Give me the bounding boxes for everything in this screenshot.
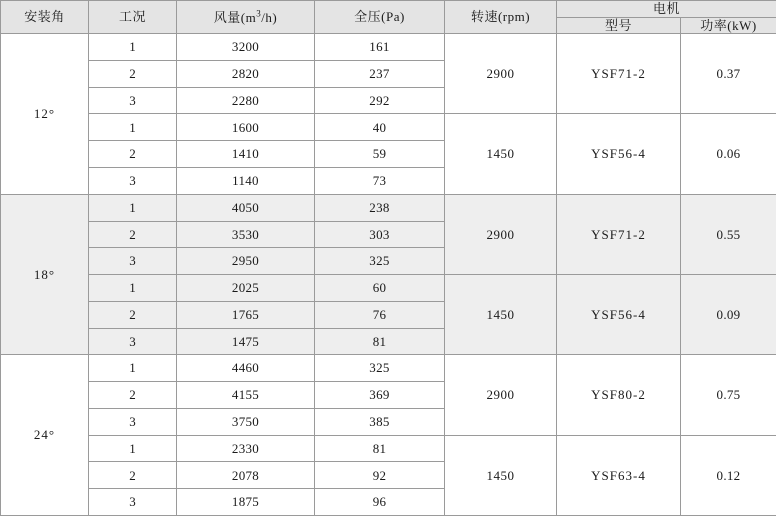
- cell-speed: 2900: [445, 34, 557, 114]
- header-install-angle: 安装角: [1, 1, 89, 34]
- header-rotating-speed: 转速(rpm): [445, 1, 557, 34]
- cell-motor-power: 0.12: [681, 435, 776, 515]
- header-airflow-base: 风量(m: [213, 9, 257, 25]
- cell-condition: 3: [89, 248, 177, 275]
- cell-speed: 2900: [445, 355, 557, 435]
- cell-pressure: 96: [315, 489, 445, 516]
- cell-condition: 2: [89, 221, 177, 248]
- cell-pressure: 73: [315, 168, 445, 195]
- cell-airflow: 2950: [177, 248, 315, 275]
- cell-pressure: 40: [315, 114, 445, 141]
- cell-pressure: 292: [315, 87, 445, 114]
- cell-motor-model: YSF63-4: [557, 435, 681, 515]
- cell-airflow: 3750: [177, 408, 315, 435]
- cell-pressure: 325: [315, 355, 445, 382]
- cell-airflow: 2280: [177, 87, 315, 114]
- cell-condition: 3: [89, 168, 177, 195]
- cell-airflow: 1140: [177, 168, 315, 195]
- cell-airflow: 1765: [177, 301, 315, 328]
- cell-airflow: 2330: [177, 435, 315, 462]
- cell-motor-power: 0.09: [681, 275, 776, 355]
- header-airflow: [177, 1, 315, 34]
- cell-airflow: 1410: [177, 141, 315, 168]
- header-airflow-tail: /h): [261, 9, 278, 25]
- cell-airflow: 4155: [177, 382, 315, 409]
- cell-condition: 1: [89, 114, 177, 141]
- header-condition: 工况: [89, 1, 177, 34]
- cell-airflow: 2078: [177, 462, 315, 489]
- cell-pressure: 161: [315, 34, 445, 61]
- table-row: [1, 114, 776, 141]
- header-row-main: [1, 1, 776, 18]
- cell-install-angle: 18°: [1, 194, 89, 355]
- header-motor: 电机: [557, 1, 776, 18]
- cell-pressure: 76: [315, 301, 445, 328]
- cell-condition: 3: [89, 87, 177, 114]
- cell-pressure: 385: [315, 408, 445, 435]
- table-row: [1, 275, 776, 302]
- cell-airflow: 2820: [177, 60, 315, 87]
- cell-pressure: 81: [315, 328, 445, 355]
- cell-motor-model: YSF71-2: [557, 194, 681, 274]
- table-row: [1, 34, 776, 61]
- cell-condition: 1: [89, 34, 177, 61]
- cell-pressure: 325: [315, 248, 445, 275]
- cell-speed: 1450: [445, 275, 557, 355]
- cell-airflow: 3530: [177, 221, 315, 248]
- cell-motor-model: YSF80-2: [557, 355, 681, 435]
- cell-pressure: 369: [315, 382, 445, 409]
- cell-condition: 3: [89, 328, 177, 355]
- cell-speed: 2900: [445, 194, 557, 274]
- cell-pressure: 92: [315, 462, 445, 489]
- cell-speed: 1450: [445, 114, 557, 194]
- cell-pressure: 81: [315, 435, 445, 462]
- cell-condition: 2: [89, 462, 177, 489]
- cell-condition: 3: [89, 408, 177, 435]
- table-body: [1, 34, 776, 516]
- header-motor-power: 功率(kW): [681, 17, 776, 34]
- cell-motor-model: YSF56-4: [557, 114, 681, 194]
- table-header: [1, 1, 776, 34]
- cell-motor-model: YSF71-2: [557, 34, 681, 114]
- cell-pressure: 59: [315, 141, 445, 168]
- header-total-pressure: 全压(Pa): [315, 1, 445, 34]
- cell-condition: 2: [89, 141, 177, 168]
- cell-condition: 2: [89, 382, 177, 409]
- header-motor-model: 型号: [557, 17, 681, 34]
- cell-pressure: 237: [315, 60, 445, 87]
- cell-airflow: 1475: [177, 328, 315, 355]
- cell-motor-power: 0.37: [681, 34, 776, 114]
- header-airflow-exponent: 3: [256, 8, 262, 19]
- cell-condition: 3: [89, 489, 177, 516]
- cell-condition: 2: [89, 301, 177, 328]
- cell-motor-power: 0.55: [681, 194, 776, 274]
- cell-install-angle: 12°: [1, 34, 89, 195]
- cell-motor-power: 0.75: [681, 355, 776, 435]
- cell-airflow: 3200: [177, 34, 315, 61]
- cell-speed: 1450: [445, 435, 557, 515]
- cell-airflow: 4460: [177, 355, 315, 382]
- cell-motor-model: YSF56-4: [557, 275, 681, 355]
- table-row: [1, 355, 776, 382]
- cell-pressure: 303: [315, 221, 445, 248]
- cell-airflow: 4050: [177, 194, 315, 221]
- cell-airflow: 1600: [177, 114, 315, 141]
- cell-condition: 1: [89, 275, 177, 302]
- cell-pressure: 60: [315, 275, 445, 302]
- cell-install-angle: 24°: [1, 355, 89, 516]
- table-row: [1, 435, 776, 462]
- cell-condition: 1: [89, 435, 177, 462]
- cell-condition: 2: [89, 60, 177, 87]
- cell-condition: 1: [89, 194, 177, 221]
- cell-motor-power: 0.06: [681, 114, 776, 194]
- cell-pressure: 238: [315, 194, 445, 221]
- table-row: [1, 194, 776, 221]
- cell-airflow: 1875: [177, 489, 315, 516]
- cell-airflow: 2025: [177, 275, 315, 302]
- cell-condition: 1: [89, 355, 177, 382]
